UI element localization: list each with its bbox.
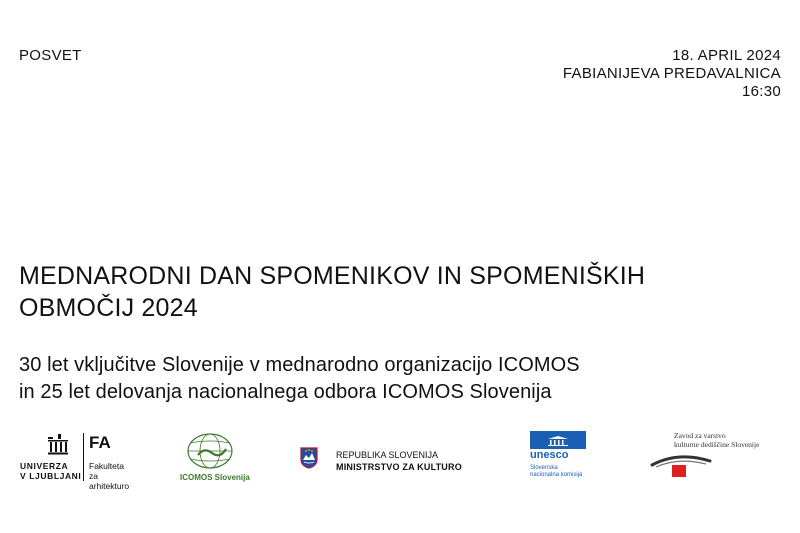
- fa-line1: Fakulteta: [89, 461, 124, 471]
- ministry-line1: REPUBLIKA SLOVENIJA: [336, 450, 439, 460]
- ministry-line2: MINISTRSTVO ZA KULTURO: [336, 462, 462, 472]
- main-title-line2: OBMOČIJ 2024: [19, 294, 198, 322]
- event-meta: [563, 47, 781, 101]
- unesco-subtitle: [530, 465, 582, 479]
- zvkds-emblem-icon: [648, 447, 718, 479]
- university-building-icon: [47, 433, 69, 455]
- unesco-logo: [530, 425, 600, 495]
- subtitle-line2: in 25 let delovanja nacionalnega odbora ICOMOS Slovenija: [19, 381, 552, 403]
- event-date: 18. APRIL 2024: [672, 47, 781, 64]
- ul-name: [20, 461, 81, 481]
- event-type: POSVET: [19, 47, 82, 64]
- event-venue: FABIANIJEVA PREDAVALNICA: [562, 65, 781, 82]
- subtitle-line1: 30 let vključitve Slovenije v mednarodno organizacijo ICOMOS: [19, 354, 580, 376]
- fa-full-name: [89, 461, 137, 491]
- ministry-name: [336, 449, 462, 473]
- fa-line2: za arhitekturo: [89, 471, 130, 491]
- main-title: [19, 260, 789, 324]
- unesco-sub-line2: nacionalna komisija: [530, 472, 583, 478]
- ul-name-line2: V LJUBLJANI: [20, 471, 82, 481]
- slovenia-coat-of-arms-icon: [300, 447, 318, 469]
- event-time: 16:30: [741, 83, 781, 100]
- unesco-temple-icon: [546, 436, 570, 446]
- unesco-sub-line1: Slovenska: [530, 465, 558, 471]
- main-title-line1: MEDNARODNI DAN SPOMENIKOV IN SPOMENIŠKIH: [19, 262, 646, 290]
- subtitle: [19, 352, 789, 406]
- unesco-emblem: [530, 431, 586, 449]
- ul-name-line1: UNIVERZA: [20, 461, 69, 471]
- fa-abbr: FA: [89, 433, 111, 452]
- unesco-word: unesco: [530, 449, 569, 461]
- icomos-name: ICOMOS Slovenija: [180, 473, 250, 482]
- divider: [83, 433, 84, 481]
- partner-logos: [0, 425, 800, 495]
- ul-fa-logo: [17, 425, 137, 495]
- icomos-logo: [170, 425, 250, 495]
- icomos-globe-icon: [180, 431, 240, 471]
- zvkds-line1: Zavod za varstvo: [674, 431, 726, 440]
- ministry-logo: [298, 425, 468, 495]
- zvkds-line2: kulturne dediščine Slovenije: [674, 440, 760, 449]
- zvkds-logo: [648, 425, 768, 495]
